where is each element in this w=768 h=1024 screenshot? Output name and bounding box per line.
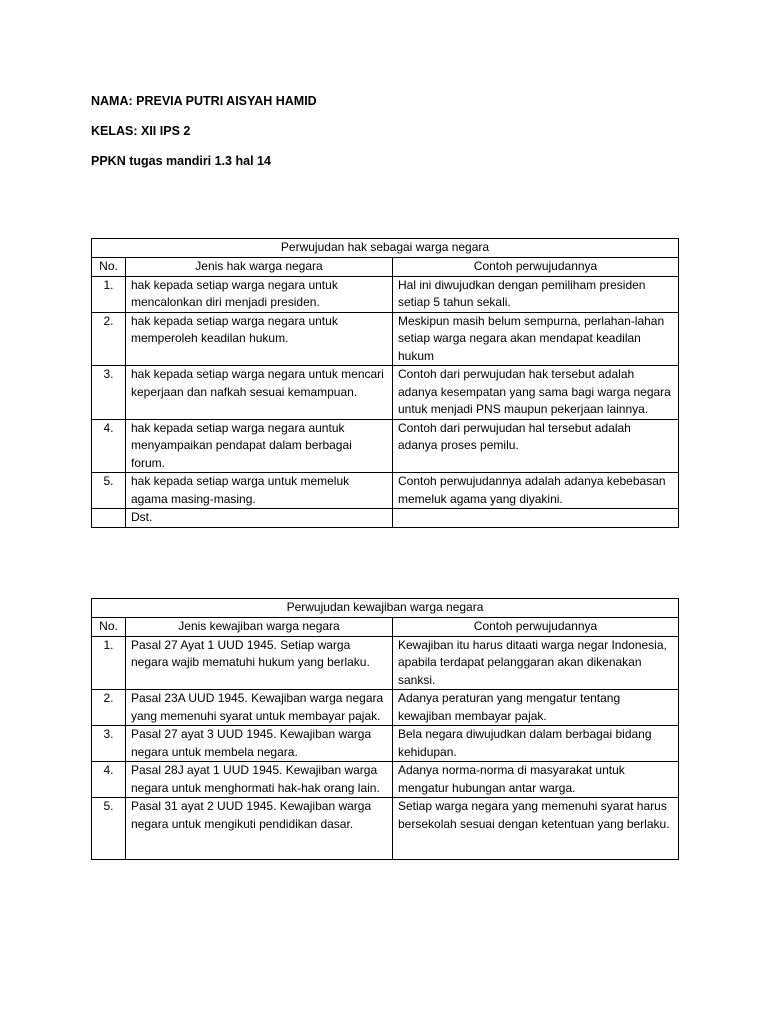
table-row bbox=[92, 276, 679, 312]
obligation-example: Adanya peraturan yang mengatur tentang kewajiban membayar pajak. bbox=[393, 690, 679, 726]
obligation-example: Setiap warga negara yang memenuhi syarat harus bersekolah sesuai dengan ketentuan yang berlaku. bbox=[393, 798, 679, 860]
row-number: 2. bbox=[92, 312, 126, 366]
row-number: 1. bbox=[92, 636, 126, 690]
row-number: 4. bbox=[92, 762, 126, 798]
right-type: Dst. bbox=[126, 509, 393, 528]
right-type: hak kepada setiap warga untuk memeluk agama masing-masing. bbox=[126, 473, 393, 509]
table-row bbox=[92, 509, 679, 528]
table-caption: Perwujudan hak sebagai warga negara bbox=[92, 239, 679, 258]
obligation-type: Pasal 23A UUD 1945. Kewajiban warga negara yang memenuhi syarat untuk membayar pajak. bbox=[126, 690, 393, 726]
column-header-example: Contoh perwujudannya bbox=[393, 258, 679, 277]
table-row bbox=[92, 636, 679, 690]
right-type: hak kepada setiap warga negara untuk mencari keperjaan dan nafkah sesuai kemampuan. bbox=[126, 366, 393, 420]
right-type: hak kepada setiap warga negara auntuk menyampaikan pendapat dalam berbagai forum. bbox=[126, 419, 393, 473]
row-number: 3. bbox=[92, 726, 126, 762]
column-header-no: No. bbox=[92, 258, 126, 277]
right-type: hak kepada setiap warga negara untuk memperoleh keadilan hukum. bbox=[126, 312, 393, 366]
right-example: Meskipun masih belum sempurna, perlahan-lahan setiap warga negara akan mendapat keadilan hukum bbox=[393, 312, 679, 366]
right-example: Contoh dari perwujudan hak tersebut adalah adanya kesempatan yang sama bagi warga negara untuk menjadi PNS maupun pekerjaan lainnya. bbox=[393, 366, 679, 420]
row-number: 2. bbox=[92, 690, 126, 726]
row-number: 5. bbox=[92, 473, 126, 509]
row-number: 5. bbox=[92, 798, 126, 860]
column-header-example: Contoh perwujudannya bbox=[393, 618, 679, 637]
row-number: 3. bbox=[92, 366, 126, 420]
right-example bbox=[393, 509, 679, 528]
table-row bbox=[92, 312, 679, 366]
obligation-type: Pasal 27 ayat 3 UUD 1945. Kewajiban warga negara untuk membela negara. bbox=[126, 726, 393, 762]
row-number bbox=[92, 509, 126, 528]
table-row bbox=[92, 690, 679, 726]
row-number: 1. bbox=[92, 276, 126, 312]
table-row bbox=[92, 473, 679, 509]
right-example: Hal ini diwujudkan dengan pemiliham presiden setiap 5 tahun sekali. bbox=[393, 276, 679, 312]
column-header-type: Jenis kewajiban warga negara bbox=[126, 618, 393, 637]
table-row bbox=[92, 419, 679, 473]
assignment-title: PPKN tugas mandiri 1.3 hal 14 bbox=[91, 154, 271, 168]
obligation-example: Kewajiban itu harus ditaati warga negar Indonesia, apabila terdapat pelanggaran akan dikenakan sanksi. bbox=[393, 636, 679, 690]
table-header-row bbox=[92, 258, 679, 277]
student-class: KELAS: XII IPS 2 bbox=[91, 124, 191, 138]
obligation-example: Adanya norma-norma di masyarakat untuk mengatur hubungan antar warga. bbox=[393, 762, 679, 798]
obligation-example: Bela negara diwujudkan dalam berbagai bidang kehidupan. bbox=[393, 726, 679, 762]
table-caption-row bbox=[92, 599, 679, 618]
row-number: 4. bbox=[92, 419, 126, 473]
table-row bbox=[92, 366, 679, 420]
right-example: Contoh dari perwujudan hal tersebut adalah adanya proses pemilu. bbox=[393, 419, 679, 473]
obligation-type: Pasal 27 Ayat 1 UUD 1945. Setiap warga negara wajib mematuhi hukum yang berlaku. bbox=[126, 636, 393, 690]
table-row bbox=[92, 726, 679, 762]
obligation-type: Pasal 31 ayat 2 UUD 1945. Kewajiban warga negara untuk mengikuti pendidikan dasar. bbox=[126, 798, 393, 860]
column-header-no: No. bbox=[92, 618, 126, 637]
table-row bbox=[92, 762, 679, 798]
table-caption: Perwujudan kewajiban warga negara bbox=[92, 599, 679, 618]
obligation-type: Pasal 28J ayat 1 UUD 1945. Kewajiban warga negara untuk menghormati hak-hak orang lain. bbox=[126, 762, 393, 798]
student-name: NAMA: PREVIA PUTRI AISYAH HAMID bbox=[91, 94, 317, 108]
rights-table bbox=[91, 238, 679, 528]
table-header-row bbox=[92, 618, 679, 637]
column-header-type: Jenis hak warga negara bbox=[126, 258, 393, 277]
right-type: hak kepada setiap warga negara untuk mencalonkan diri menjadi presiden. bbox=[126, 276, 393, 312]
right-example: Contoh perwujudannya adalah adanya kebebasan memeluk agama yang diyakini. bbox=[393, 473, 679, 509]
table-caption-row bbox=[92, 239, 679, 258]
obligations-table bbox=[91, 598, 679, 860]
table-row bbox=[92, 798, 679, 860]
